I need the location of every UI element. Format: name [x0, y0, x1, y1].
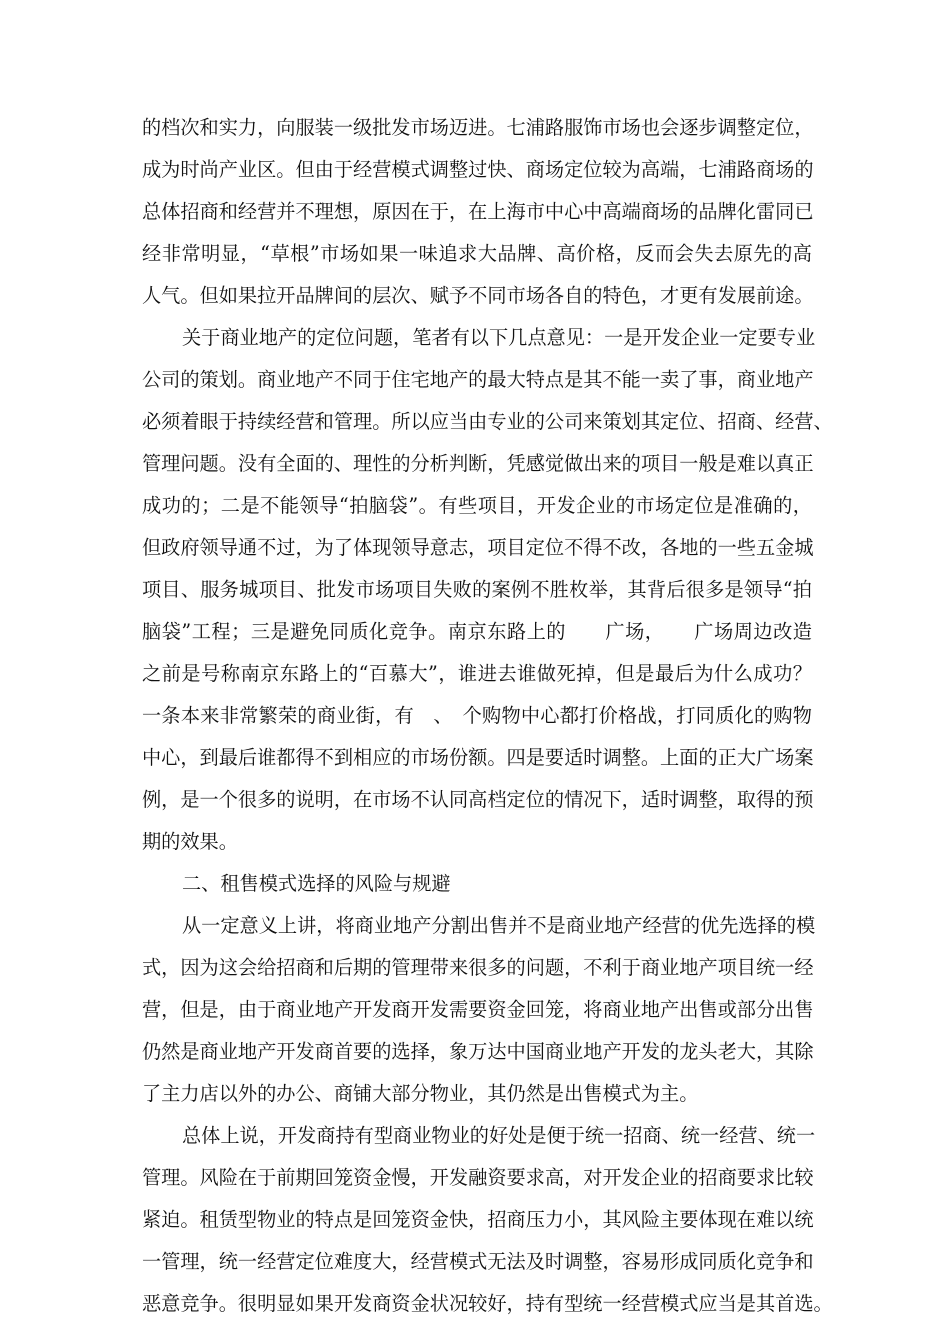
text-line: 人气。但如果拉开品牌间的层次、赋予不同市场各自的特色，才更有发展前途。 — [142, 284, 814, 307]
text-line: 总体招商和经营并不理想，原因在于，在上海市中心中高端商场的品牌化雷同已 — [142, 200, 814, 223]
text-line: 成功的；二是不能领导“拍脑袋”。有些项目，开发企业的市场定位是准确的， — [142, 494, 812, 517]
text-line: 项目、服务城项目、批发市场项目失败的案例不胜枚举，其背后很多是领导“拍 — [142, 578, 812, 601]
text-line: 例，是一个很多的说明，在市场不认同高档定位的情况下，适时调整，取得的预 — [142, 788, 814, 811]
text-line: 管理。风险在于前期回笼资金慢，开发融资要求高，对开发企业的招商要求比较 — [142, 1166, 814, 1189]
text-line: 之前是号称南京东路上的“百慕大”，谁进去谁做死掉，但是最后为什么成功？ — [142, 662, 812, 685]
paragraph-start-line: 从一定意义上讲，将商业地产分割出售并不是商业地产经营的优先选择的模 — [182, 914, 816, 937]
text-line: 仍然是商业地产开发商首要的选择，象万达中国商业地产开发的龙头老大，其除 — [142, 1040, 814, 1063]
text-line: 中心，到最后谁都得不到相应的市场份额。四是要适时调整。上面的正大广场案 — [142, 746, 814, 769]
text-line: 经非常明显，“草根”市场如果一味追求大品牌、高价格，反而会失去原先的高 — [142, 242, 812, 265]
text-line: 式，因为这会给招商和后期的管理带来很多的问题，不利于商业地产项目统一经 — [142, 956, 814, 979]
section-heading: 二、租售模式选择的风险与规避 — [182, 872, 451, 895]
text-line: 紧迫。租赁型物业的特点是回笼资金快，招商压力小，其风险主要体现在难以统 — [142, 1208, 814, 1231]
text-line: 但政府领导通不过，为了体现领导意志，项目定位不得不改，各地的一些五金城 — [142, 536, 814, 559]
text-line: 管理问题。没有全面的、理性的分析判断，凭感觉做出来的项目一般是难以真正 — [142, 452, 814, 475]
paragraph-start-line: 总体上说，开发商持有型商业物业的好处是便于统一招商、统一经营、统一 — [182, 1124, 816, 1147]
text-line: 一条本来非常繁荣的商业街，有 、 个购物中心都打价格战，打同质化的购物 — [142, 704, 812, 727]
text-line: 公司的策划。商业地产不同于住宅地产的最大特点是其不能一卖了事，商业地产 — [142, 368, 814, 391]
text-line: 成为时尚产业区。但由于经营模式调整过快、商场定位较为高端，七浦路商场的 — [142, 158, 814, 181]
text-line: 期的效果。 — [142, 830, 238, 853]
text-line: 的档次和实力，向服装一级批发市场迈进。七浦路服饰市场也会逐步调整定位， — [142, 116, 814, 139]
text-line: 恶意竞争。很明显如果开发商资金状况较好，持有型统一经营模式应当是其首选。 — [142, 1292, 833, 1315]
paragraph-start-line: 关于商业地产的定位问题，笔者有以下几点意见：一是开发企业一定要专业 — [182, 326, 816, 349]
text-line: 脑袋”工程；三是避免同质化竞争。南京东路上的 广场， 广场周边改造 — [142, 620, 812, 643]
text-line: 一管理，统一经营定位难度大，经营模式无法及时调整，容易形成同质化竞争和 — [142, 1250, 814, 1273]
text-line: 了主力店以外的办公、商铺大部分物业，其仍然是出售模式为主。 — [142, 1082, 699, 1105]
text-line: 营，但是，由于商业地产开发商开发需要资金回笼，将商业地产出售或部分出售 — [142, 998, 814, 1021]
text-line: 必须着眼于持续经营和管理。所以应当由专业的公司来策划其定位、招商、经营、 — [142, 410, 833, 433]
